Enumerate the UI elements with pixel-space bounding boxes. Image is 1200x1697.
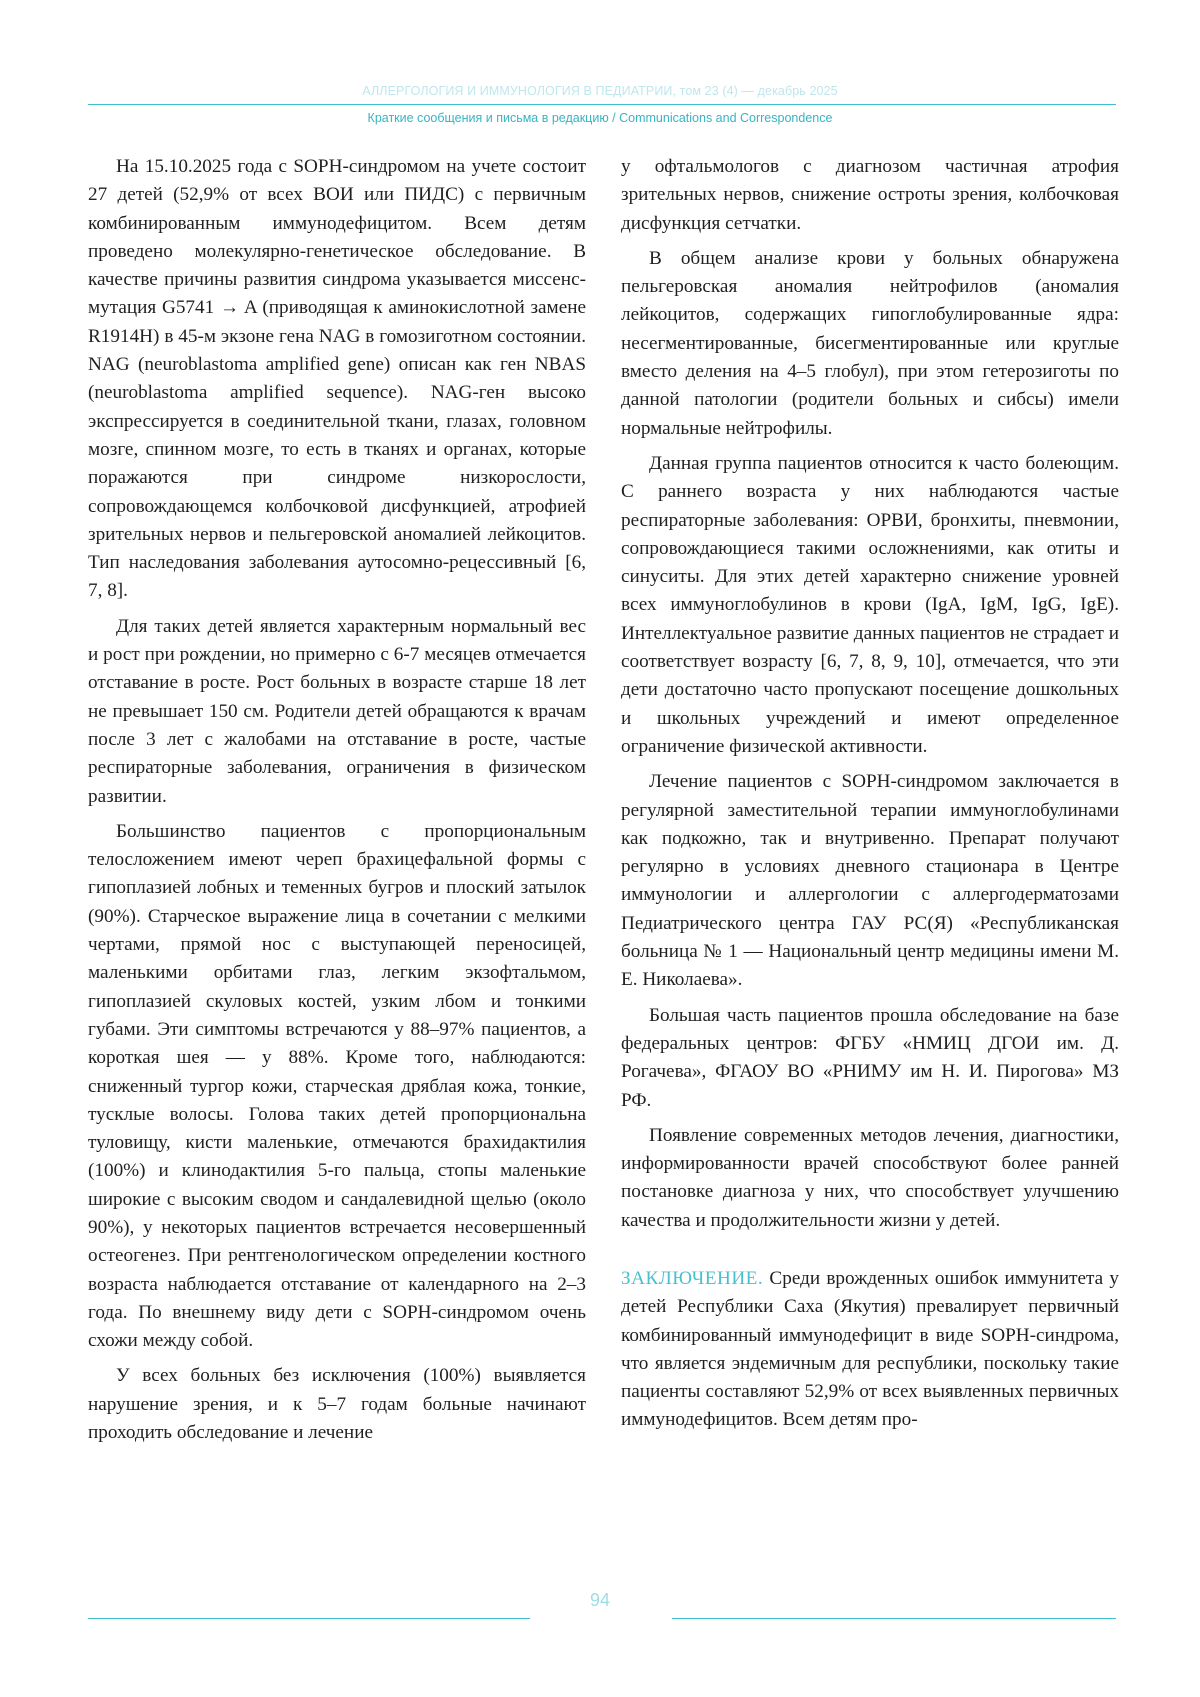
journal-header: АЛЛЕРГОЛОГИЯ И ИММУНОЛОГИЯ В ПЕДИАТРИИ, том 23 (4) — декабрь 2025 xyxy=(362,84,838,98)
paragraph: Большая часть пациентов прошла обследование на базе федеральных центров: ФГБУ «НМИЦ ДГОИ им. Д. Рогачева», ФГАОУ ВО «РНИМУ им Н. И. Пирогова» МЗ РФ. xyxy=(621,1004,1119,1111)
header-divider xyxy=(88,104,1116,105)
conclusion-paragraph xyxy=(621,1265,1119,1435)
paragraph: Появление современных методов лечения, диагностики, информированности врачей способствуют более ранней постановке диагноза у них, что способствует улучшению качества и продолжительности жизни у детей. xyxy=(621,1124,1119,1231)
conclusion-text: Среди врожденных ошибок иммунитета у детей Республики Саха (Якутия) превалирует первичный комбинированный иммунодефицит в виде SOPH-синдрома, что является эндемичным для республики, поскольку такие пациенты составляют 52,9% от всех выявленных первичных иммунодефицитов. Всем детям про- xyxy=(621,1267,1119,1431)
conclusion-heading: ЗАКЛЮЧЕНИЕ. xyxy=(621,1267,764,1289)
footer-divider-right xyxy=(672,1618,1116,1619)
section-title: Краткие сообщения и письма в редакцию / Communications and Correspondence xyxy=(367,111,833,125)
paragraph: у офтальмологов с диагнозом частичная атрофия зрительных нервов, снижение остроты зрения, колбочковая дисфункция сетчатки. xyxy=(621,156,1119,234)
paragraph: Данная группа пациентов относится к часто болеющим. С раннего возраста у них наблюдаются частые респираторные заболевания: ОРВИ, бронхиты, пневмонии, сопровождающиеся такими осложнениями, как отиты и синуситы. Для этих детей характерно снижение уровней всех иммуноглобулинов в крови (IgA, IgM, IgG, IgE). Интеллектуальное развитие данных пациентов не страдает и соответствует возрасту [6, 7, 8, 9, 10], отмечается, что эти дети достаточно часто пропускают посещение дошкольных и школьных учреждений и имеют определенное ограничение физической активности. xyxy=(621,452,1119,757)
right-column xyxy=(621,153,1119,1442)
footer-divider-left xyxy=(88,1618,530,1619)
left-column xyxy=(88,153,586,1454)
paragraph: Для таких детей является характерным нормальный вес и рост при рождении, но примерно с 6-7 месяцев отмечается отставание в росте. Рост больных в возрасте старше 18 лет не превышает 150 см. Родители детей обращаются к врачам после 3 лет с жалобами на отставание в росте, частые респираторные заболевания, ограничения в физическом развитии. xyxy=(88,615,586,807)
page-number: 94 xyxy=(589,1590,611,1610)
paragraph: В общем анализе крови у больных обнаружена пельгеровская аномалия нейтрофилов (аномалия лейкоцитов, содержащих гипоглобулированные ядра: несегментированные, бисегментированные или круглые вместо деления на 4–5 глобул), при этом гетерозиготы по данной патологии (родители больных и сибсы) имели нормальные нейтрофилы. xyxy=(621,247,1119,439)
paragraph: На 15.10.2025 года с SOPH-синдромом на учете состоит 27 детей (52,9% от всех ВОИ или ПИДС) с первичным комбинированным иммунодефицитом. Всем детям проведено молекулярно-генетическое обследование. В качестве причины развития синдрома указывается миссенс-мутация G5741 → A (приводящая к аминокислотной замене R1914H) в 45-м экзоне гена NAG в гомозиготном состоянии. NAG (neuroblastoma amplified gene) описан как ген NBAS (neuroblastoma amplified sequence). NAG-ген высоко экспрессируется в соединительной ткани, глазах, головном мозге, спинном мозге, то есть в тканях и органах, которые поражаются при синдроме низкорослости, сопровождающемся колбочковой дисфункцией, атрофией зрительных нервов и пельгеровской аномалией лейкоцитов. Тип наследования заболевания аутосомно-рецессивный [6, 7, 8]. xyxy=(88,156,586,602)
paragraph: Лечение пациентов с SOPH-синдромом заключается в регулярной заместительной терапии иммуноглобулинами как подкожно, так и внутривенно. Препарат получают регулярно в условиях дневного стационара в Центре иммунологии и аллергологии с аллергодерматозами Педиатрического центра ГАУ РС(Я) «Республиканская больница № 1 — Национальный центр медицины имени М. Е. Николаева». xyxy=(621,771,1119,991)
paragraph: Большинство пациентов с пропорциональным телосложением имеют череп брахицефальной формы с гипоплазией лобных и теменных бугров и плоский затылок (90%). Старческое выражение лица в сочетании с мелкими чертами, прямой нос с выступающей переносицей, маленькими орбитами глаз, легким экзофтальмом, гипоплазией скуловых костей, узким лбом и тонкими губами. Эти симптомы встречаются у 88–97% пациентов, а короткая шея — у 88%. Кроме того, наблюдаются: сниженный тургор кожи, старческая дряблая кожа, тонкие, тусклые волосы. Голова таких детей пропорциональна туловищу, кисти маленькие, отмечаются брахидактилия (100%) и клинодактилия 5-го пальца, стопы маленькие широкие с высоким сводом и сандалевидной щелью (около 90%), у некоторых пациентов встречается несовершенный остеогенез. При рентгенологическом определении костного возраста наблюдается отставание от календарного на 2–3 года. По внешнему виду дети с SOPH-синдромом очень схожи между собой. xyxy=(88,820,586,1352)
paragraph: У всех больных без исключения (100%) выявляется нарушение зрения, и к 5–7 годам больные начинают проходить обследование и лечение xyxy=(88,1365,586,1444)
